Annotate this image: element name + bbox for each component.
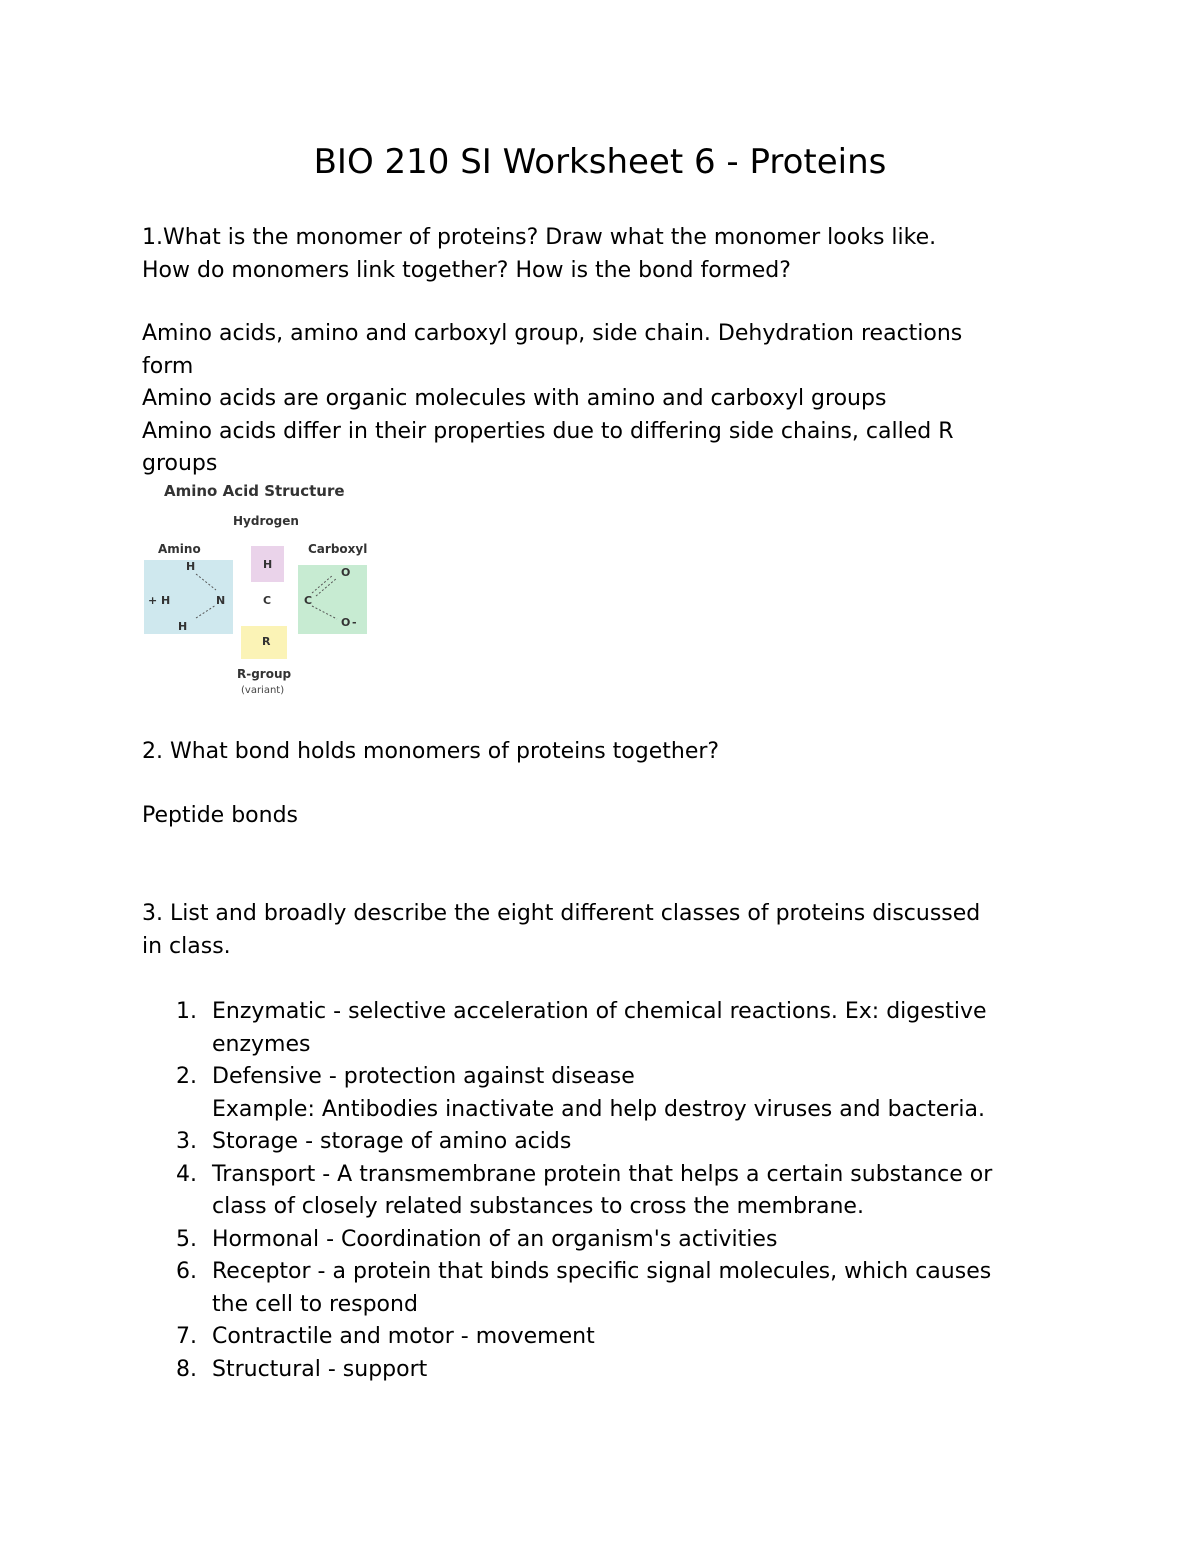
list-number: 6. — [176, 1259, 197, 1284]
question-3-line: 3. List and broadly describe the eight different classes of proteins discussed — [142, 901, 981, 926]
question-2: 2. What bond holds monomers of proteins together? — [142, 739, 720, 764]
carboxyl-label: Carboxyl — [308, 542, 368, 556]
list-item — [176, 1354, 1072, 1387]
list-item — [176, 1256, 1072, 1321]
list-item-line: Hormonal - Coordination of an organism's activities — [212, 1226, 778, 1252]
list-item-line: Contractile and motor - movement — [212, 1324, 595, 1349]
list-item-line: Enzymatic - selective acceleration of chemical reactions. Ex: digestive — [212, 999, 987, 1024]
list-number: 5. — [176, 1226, 197, 1252]
diagram-title: Amino Acid Structure — [164, 482, 345, 500]
list-number: 7. — [176, 1324, 197, 1349]
list-number: 3. — [176, 1129, 197, 1154]
atom-label: + H — [148, 594, 171, 607]
answer-1-line: Amino acids are organic molecules with amino and carboxyl groups — [142, 386, 887, 411]
answer-1-line: groups — [142, 451, 218, 476]
atom-label: O — [341, 566, 351, 579]
atom-label: H — [263, 558, 273, 571]
hydrogen-label: Hydrogen — [233, 514, 299, 528]
protein-classes-list — [176, 996, 1072, 1386]
answer-1-line: Amino acids differ in their properties due to differing side chains, called R — [142, 418, 954, 444]
atom-label: O — [341, 616, 351, 629]
question-3 — [142, 898, 1062, 963]
atom-label: - — [352, 616, 357, 629]
atom-label: C — [304, 594, 313, 607]
list-item-line: Storage - storage of amino acids — [212, 1129, 572, 1154]
list-item-line: class of closely related substances to cross the membrane. — [212, 1194, 864, 1219]
list-item — [176, 1061, 1072, 1126]
list-number: 4. — [176, 1161, 197, 1187]
list-number: 8. — [176, 1356, 197, 1382]
question-1 — [142, 222, 1062, 287]
page-title: BIO 210 SI Worksheet 6 - Proteins — [313, 142, 887, 182]
question-3-line: in class. — [142, 933, 231, 959]
list-item-line: Example: Antibodies inactivate and help destroy viruses and bacteria. — [212, 1096, 985, 1122]
atom-label: N — [216, 594, 226, 607]
amino-acid-structure-diagram — [140, 478, 380, 703]
atom-label: H — [186, 560, 196, 573]
list-item-line: Structural - support — [212, 1356, 428, 1382]
answer-1-line: form — [142, 353, 194, 379]
list-item-line: Transport - A transmembrane protein that helps a certain substance or — [212, 1161, 993, 1187]
question-1-line: 1.What is the monomer of proteins? Draw what the monomer looks like. — [142, 225, 937, 250]
rgroup-sub-label: (variant) — [241, 685, 285, 696]
list-item-line: the cell to respond — [212, 1291, 418, 1317]
answer-2: Peptide bonds — [142, 803, 299, 828]
list-item-line: enzymes — [212, 1031, 311, 1057]
rgroup-label: R-group — [237, 667, 292, 681]
amino-label: Amino — [158, 542, 201, 556]
list-item — [176, 1159, 1072, 1224]
list-item-line: Defensive - protection against disease — [212, 1064, 635, 1089]
atom-label: R — [262, 635, 271, 648]
answer-1 — [142, 318, 1062, 481]
answer-1-line: Amino acids, amino and carboxyl group, side chain. Dehydration reactions — [142, 321, 963, 346]
list-item — [176, 1126, 1072, 1159]
list-number: 1. — [176, 999, 197, 1024]
list-item — [176, 1321, 1072, 1354]
list-item — [176, 1224, 1072, 1257]
list-item-line: Receptor - a protein that binds specific signal molecules, which causes — [212, 1259, 992, 1284]
atom-label: C — [263, 594, 272, 607]
list-item — [176, 996, 1072, 1061]
list-number: 2. — [176, 1064, 197, 1089]
question-1-line: How do monomers link together? How is the bond formed? — [142, 257, 791, 283]
atom-label: H — [178, 620, 188, 633]
